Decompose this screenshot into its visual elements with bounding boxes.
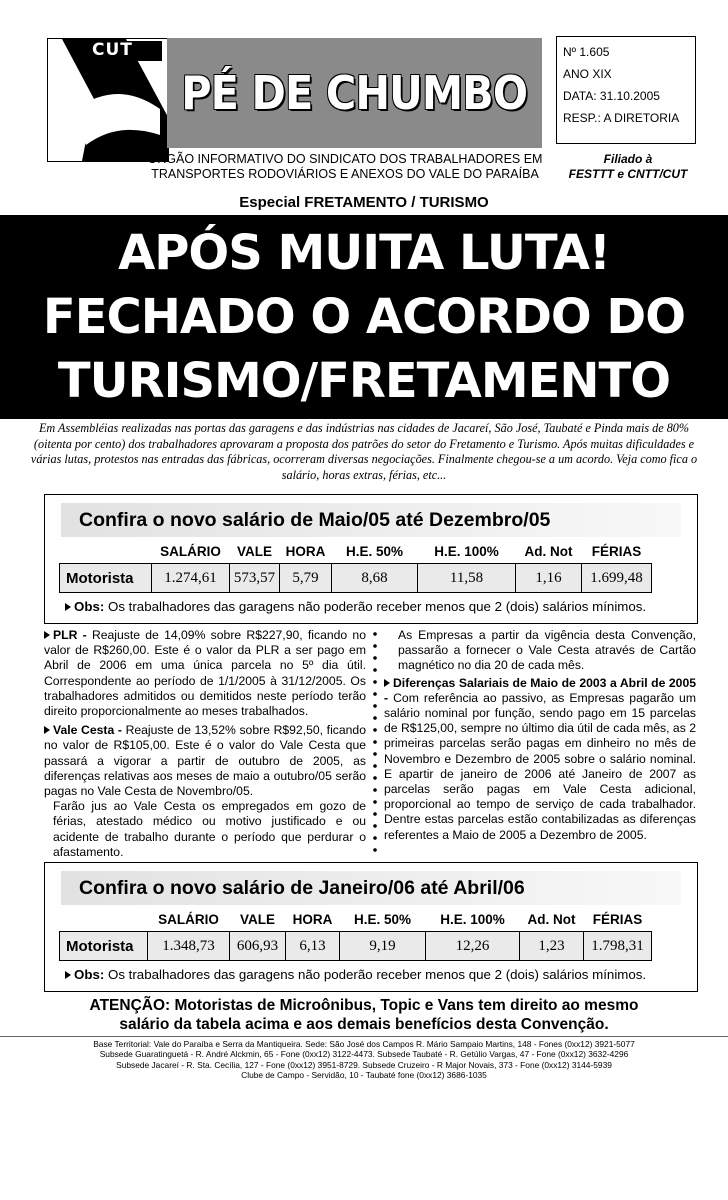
salary-table-1-title: Confira o novo salário de Maio/05 até Dezembro/05: [61, 503, 681, 537]
issue-info: [556, 36, 696, 144]
salary-table-1-obs: [65, 599, 646, 614]
cell-he100: 12,26: [426, 932, 520, 961]
masthead-subtitle: [130, 152, 560, 182]
affiliation: [558, 152, 698, 182]
cell-he100: 11,58: [418, 564, 516, 593]
col-header: Ad. Not: [524, 543, 573, 559]
obs-label: Obs:: [74, 967, 105, 982]
newspaper-title: PÉ DE CHUMBO: [181, 66, 528, 120]
special-section-label: Especial FRETAMENTO / TURISMO: [239, 194, 489, 211]
obs-text: Os trabalhadores das garagens não poderão receber menos que 2 (dois) salários mínimos.: [108, 599, 647, 614]
salary-table-2-obs: [65, 967, 646, 982]
masthead-title-box: [167, 38, 542, 148]
cut-logo: [47, 38, 169, 162]
left-column: [44, 628, 366, 860]
bullet-arrow-icon: [44, 631, 50, 639]
col-header: H.E. 50%: [353, 911, 412, 927]
issue-year: ANO XIX: [563, 67, 612, 81]
col-header: SALÁRIO: [158, 911, 219, 927]
col-header: HORA: [285, 543, 326, 559]
row-label: Motorista: [60, 932, 148, 961]
cell-he50: 9,19: [340, 932, 426, 961]
headline-line-1: APÓS MUITA LUTA!: [118, 225, 610, 281]
col-header: H.E. 100%: [434, 543, 499, 559]
bullet-arrow-icon: [384, 679, 390, 687]
footer-addresses: [0, 1036, 728, 1080]
salary-table-2: [59, 907, 652, 961]
vale-cesta-paragraph: [44, 723, 366, 799]
vale-cesta-label: Vale Cesta -: [53, 723, 122, 738]
issue-number: Nº 1.605: [563, 45, 610, 59]
col-header: FÉRIAS: [592, 911, 643, 927]
attention-line-2: salário da tabela acima e aos demais benefícios desta Convenção.: [119, 1016, 609, 1033]
cut-logo-label: CUT: [92, 40, 133, 60]
cell-hora: 5,79: [280, 564, 332, 593]
col-header: Ad. Not: [527, 911, 576, 927]
salary-table-2-title: Confira o novo salário de Janeiro/06 até Abril/06: [61, 871, 681, 905]
col-header: VALE: [236, 543, 272, 559]
headline-line-3: TURISMO/FRETAMENTO: [57, 353, 671, 409]
bullet-arrow-icon: [65, 603, 71, 611]
salary-table-1: [59, 539, 652, 593]
obs-label: Obs:: [74, 599, 105, 614]
subtitle-line-2: TRANSPORTES RODOVIÁRIOS E ANEXOS DO VALE DO PARAÍBA: [151, 167, 539, 181]
plr-paragraph: [44, 628, 366, 719]
salary-table-2-box: [44, 862, 698, 992]
col-header: VALE: [239, 911, 275, 927]
cell-adnot: 1,23: [520, 932, 584, 961]
intro-paragraph: Em Assembléias realizadas nas portas das garagens e das indústrias nas cidades de Jacareí, São José, Taubaté e Pinda mais de 80% (oitenta por cento) dos trabalhadores aprovaram a proposta dos patrões do setor do Fretamento e Turismo. Após muitas dificuldades e várias lutas, protestos nas entradas das fábricas, ocorreram diversas negociações. Finalmente chegou-se a um acordo. Veja como fica o salário, horas extras, férias, etc...: [30, 421, 698, 482]
salary-table-1-box: [44, 494, 698, 624]
issue-responsible: RESP.: A DIRETORIA: [563, 111, 680, 125]
cell-salario: 1.348,73: [148, 932, 230, 961]
footer-line: Clube de Campo - Servidão, 10 - Taubaté fone (0xx12) 3686-1035: [241, 1069, 487, 1080]
cell-ferias: 1.699,48: [582, 564, 652, 593]
col-header: HORA: [292, 911, 333, 927]
diferencas-label: Diferenças Salariais de Maio de 2003 a Abril de 2005 -: [384, 675, 696, 705]
cell-adnot: 1,16: [516, 564, 582, 593]
attention-line-1: ATENÇÃO: Motoristas de Microônibus, Topic e Vans tem direito ao mesmo: [89, 997, 639, 1014]
attention-notice: [0, 996, 728, 1034]
bullet-arrow-icon: [65, 971, 71, 979]
vale-cesta-paragraph-2: Farão jus ao Vale Cesta os empregados em gozo de férias, atestado médico ou motivo justificado e ou acidente de trabalho durante o período que perdurar o afastamento.: [53, 799, 366, 859]
col-header: FÉRIAS: [591, 543, 642, 559]
cell-vale: 606,93: [230, 932, 286, 961]
column-divider: [372, 628, 378, 858]
cell-salario: 1.274,61: [152, 564, 230, 593]
vale-cesta-text: Reajuste de 13,52% sobre R$92,50, ficando no valor de R$105,00. Este é o valor do Vale Cesta que passará a vigorar a partir de outubro de 2005, as diferenças relativas aos meses de maio a outubro/05 serão pagas no Vale Cesta de Novembro/05.: [44, 723, 366, 799]
headline-line-2: FECHADO O ACORDO DO: [42, 289, 686, 345]
cell-ferias: 1.798,31: [584, 932, 652, 961]
cartao-paragraph: As Empresas a partir da vigência desta Convenção, passarão a fornecer o Vale Cesta através de Cartão magnético no dia 20 de cada mês.: [398, 628, 696, 673]
subtitle-line-1: ÓRGÃO INFORMATIVO DO SINDICATO DOS TRABALHADORES EM: [147, 152, 543, 166]
cell-he50: 8,68: [332, 564, 418, 593]
bullet-arrow-icon: [44, 726, 50, 734]
affiliation-line-2: FESTTT e CNTT/CUT: [568, 167, 688, 181]
cell-hora: 6,13: [286, 932, 340, 961]
right-column: [384, 628, 696, 843]
plr-text: Reajuste de 14,09% sobre R$227,90, ficando no valor de R$260,00. Este é o valor da PLR a ser pago em Abril de 2006 em uma única parcela no 5º dia útil. Correspondente ao período de 1/1/2005 à 31/12/2005. Os trabalhadores admitidos ou demitidos neste período terão direito proporcionalmente ao meses trabalhados.: [44, 628, 366, 719]
col-header: H.E. 50%: [345, 543, 404, 559]
affiliation-line-1: Filiado à: [603, 152, 653, 166]
issue-date: DATA: 31.10.2005: [563, 89, 660, 103]
col-header: SALÁRIO: [160, 543, 221, 559]
plr-label: PLR -: [53, 628, 87, 642]
cell-vale: 573,57: [230, 564, 280, 593]
footer-line: Subsede Jacareí - R. Sta. Cecília, 127 - Fone (0xx12) 3951-8729. Subsede Cruzeiro - R Major Novais, 373 - Fone (0xx12) 3144-5939: [116, 1059, 612, 1070]
row-label: Motorista: [60, 564, 152, 593]
headline-banner: [0, 215, 728, 419]
footer-line: Subsede Guaratinguetá - R. André Alckmin, 65 - Fone (0xx12) 3122-4473. Subsede Taubaté - R. Getúlio Vargas, 47 - Fone (0xx12) 3632-4296: [99, 1049, 629, 1060]
diferencas-text: Com referência ao passivo, as Empresas pagarão um salário nominal por função, sendo pago em 15 parcelas de R$125,00, sempre no último dia útil de cada mês, as 2 primeiras parcelas serão pagas em dinheiro no mês de Novembro e Dezembro de 2005 sobre o salário nominal. E apartir de janeiro de 2006 até Janeiro de 2007 as parcelas serão pagas em Vale Cesta adicional, proporcional ao tempo de serviço de cada trabalhador. Dentre estas parcelas estão contabilizadas as diferenças referentes a Maio de 2005 a Dezembro de 2005.: [384, 690, 696, 842]
obs-text: Os trabalhadores das garagens não poderão receber menos que 2 (dois) salários mínimos.: [108, 967, 647, 982]
diferencas-paragraph: [384, 676, 696, 843]
footer-line: Base Territorial: Vale do Paraíba e Serra da Mantiqueira. Sede: São José dos Campos R. Mário Sampaio Martins, 148 - Fones (0xx12) 3921-5077: [93, 1039, 635, 1049]
col-header: H.E. 100%: [440, 911, 505, 927]
